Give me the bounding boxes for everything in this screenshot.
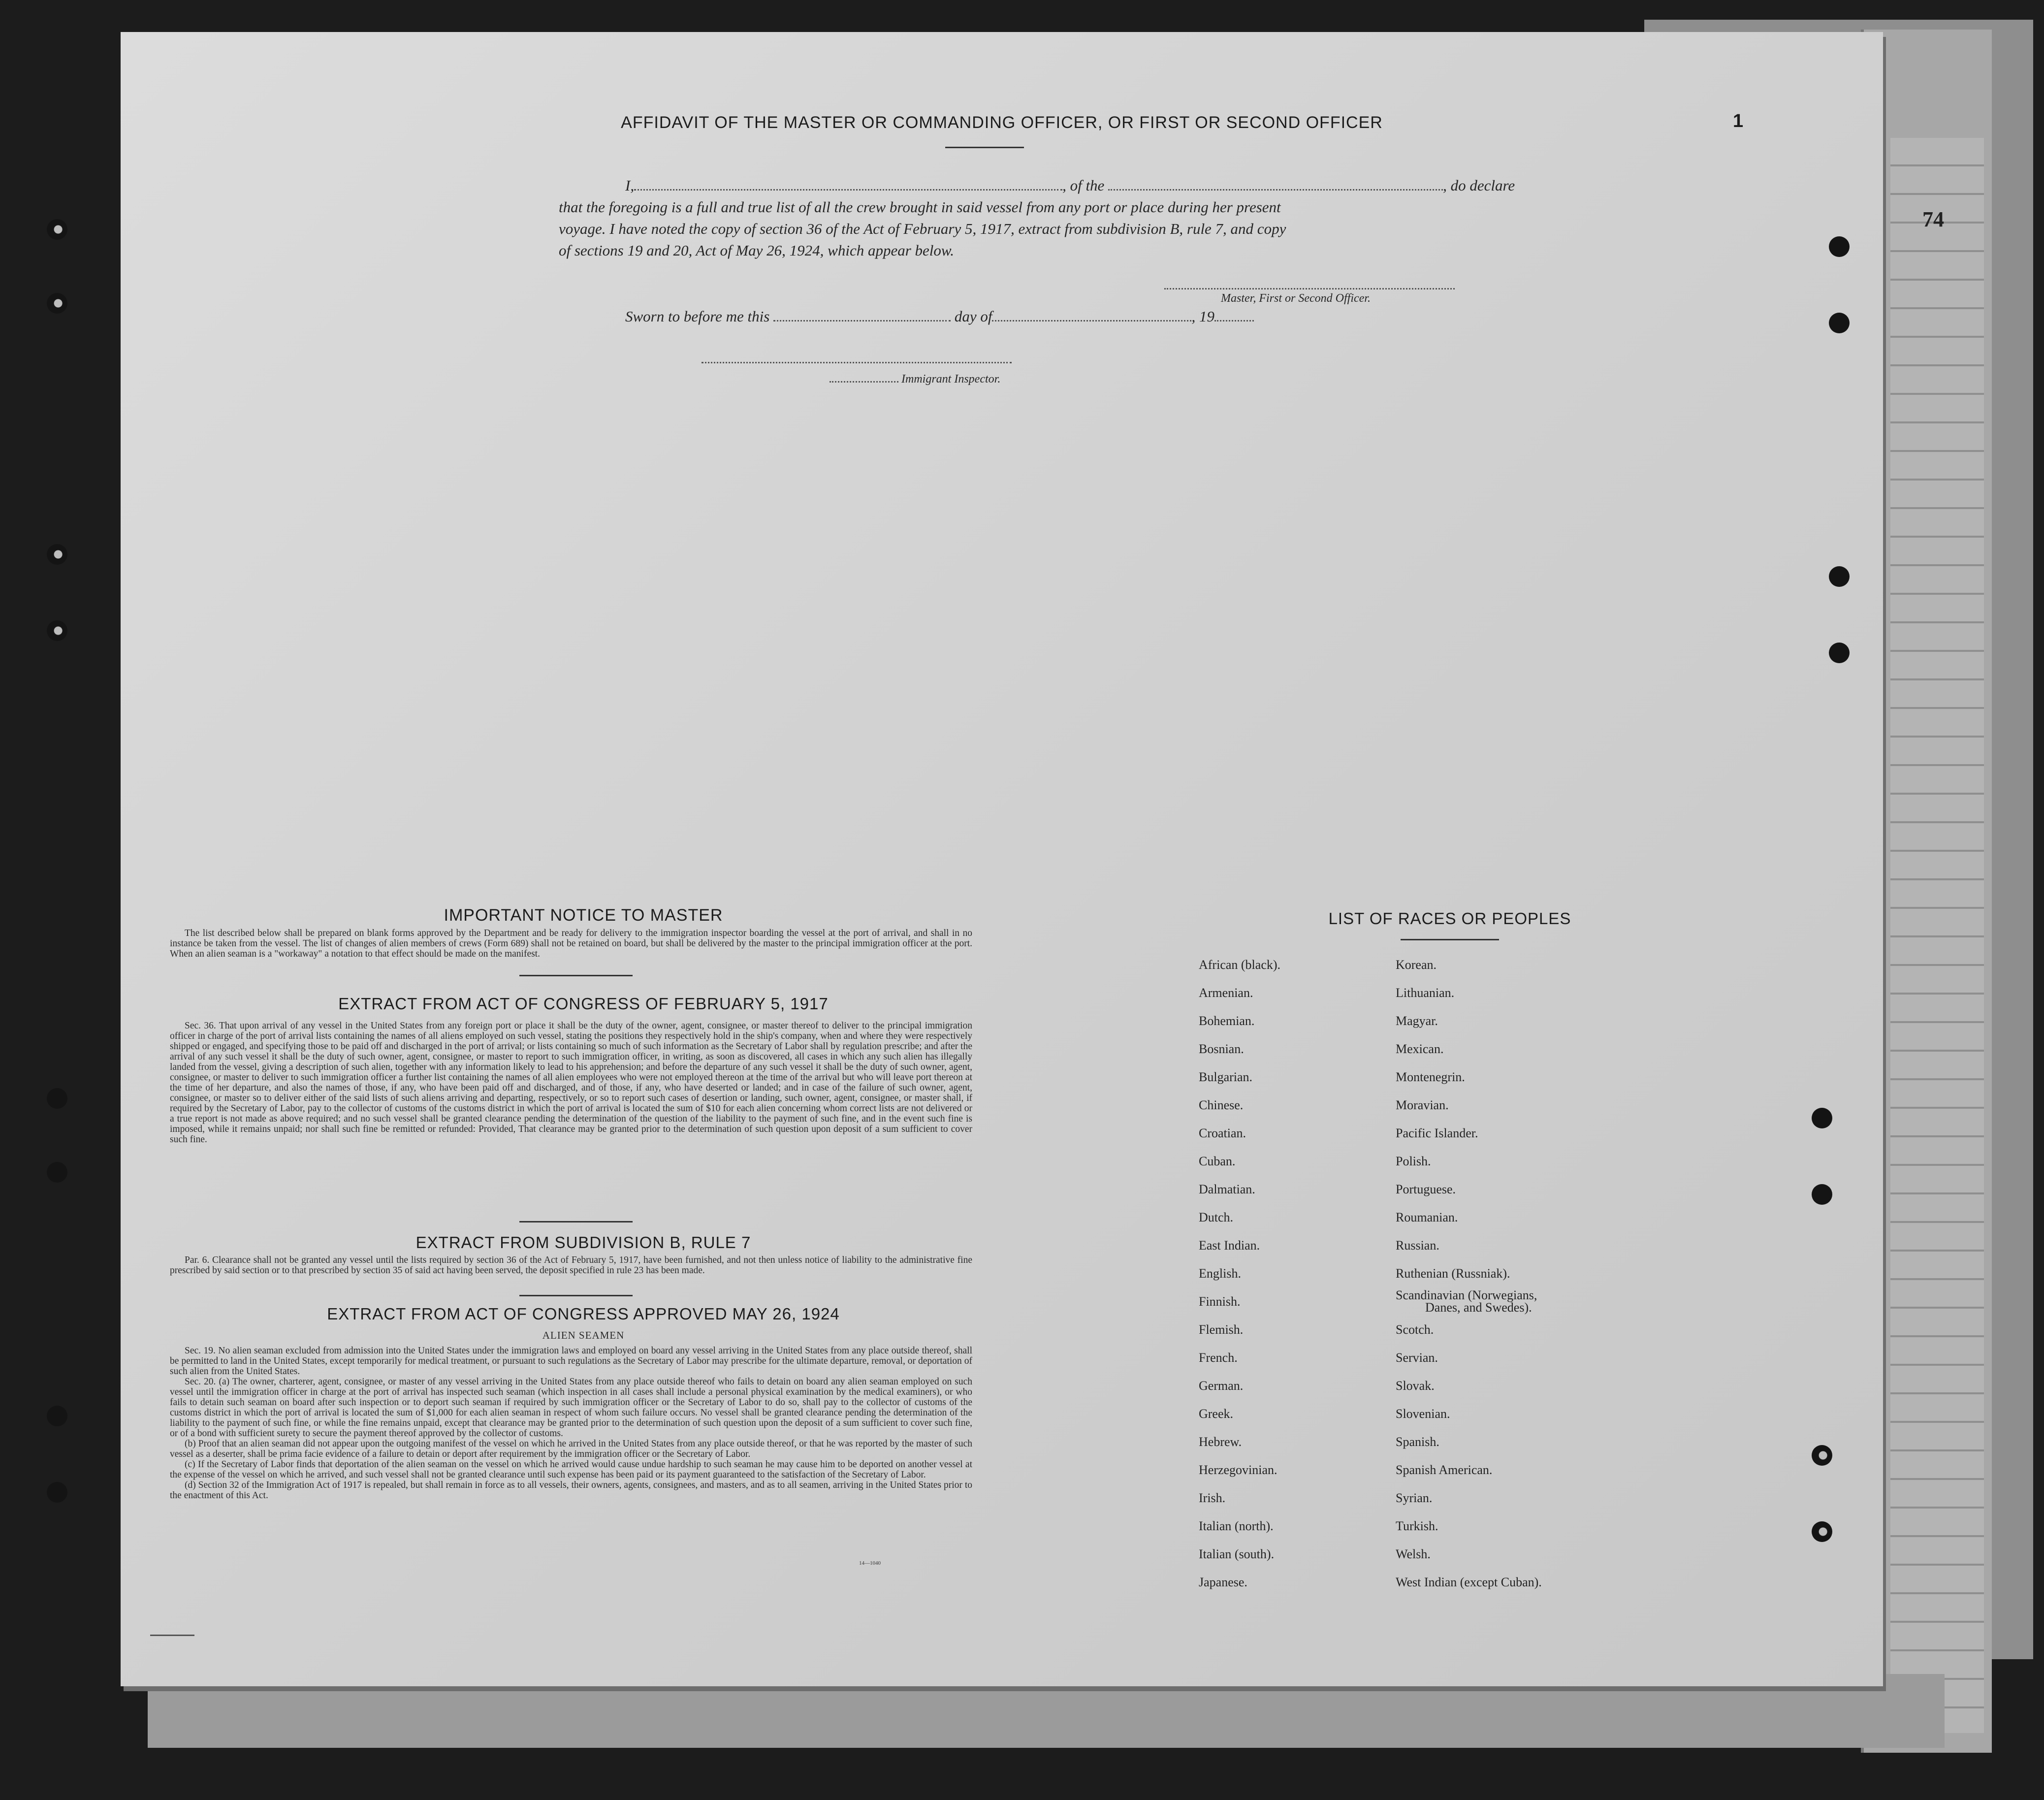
race-item: Pacific Islander.	[1396, 1126, 1478, 1140]
race-item: African (black).	[1199, 958, 1281, 972]
binder-hole	[47, 1406, 67, 1426]
race-item: Lithuanian.	[1396, 986, 1455, 1000]
race-item: Slovak.	[1396, 1379, 1435, 1393]
section-rule	[519, 1295, 633, 1296]
race-item: Cuban.	[1199, 1154, 1236, 1168]
inspector-prefix-dots	[830, 381, 898, 383]
race-item: Scandinavian (Norwegians,	[1396, 1288, 1537, 1302]
binder-hole	[1829, 643, 1850, 663]
do-declare-label: , do declare	[1443, 177, 1515, 194]
races-rule	[1401, 939, 1499, 940]
race-item: Spanish.	[1396, 1435, 1439, 1449]
race-item: Moravian.	[1396, 1098, 1449, 1112]
race-item: East Indian.	[1199, 1238, 1260, 1253]
race-item-scandinavian	[1396, 1289, 1537, 1314]
binder-hole	[1829, 236, 1850, 257]
sec-20d-text: (d) Section 32 of the Immigration Act of 1917 is repealed, but shall remain in force as to all vessels, their owners, agents, consignees, and masters, and as to all seamen, arriving in the United States prior to the enactment of this Act.	[170, 1480, 972, 1501]
of-the-label: , of the	[1062, 177, 1105, 194]
binder-hole	[47, 544, 67, 565]
race-item: Magyar.	[1396, 1014, 1438, 1028]
section-rule	[519, 1221, 633, 1222]
race-item: Bosnian.	[1199, 1042, 1244, 1056]
day-blank	[773, 320, 951, 321]
race-item: Turkish.	[1396, 1519, 1438, 1533]
binder-hole	[47, 219, 67, 240]
section-rule	[519, 975, 633, 976]
race-item: Korean.	[1396, 958, 1437, 972]
affidavit-title: AFFIDAVIT OF THE MASTER OR COMMANDING OFFICER, OR FIRST OR SECOND OFFICER	[621, 113, 1383, 132]
race-item: Italian (north).	[1199, 1519, 1274, 1533]
race-item: Hebrew.	[1199, 1435, 1242, 1449]
race-item: Armenian.	[1199, 986, 1253, 1000]
page-number: 1	[1733, 111, 1744, 131]
race-item: Greek.	[1199, 1407, 1234, 1421]
sec-36-text: Sec. 36. That upon arrival of any vessel in the United States from any foreign port or place it shall be the duty of the owner, agent, consignee, or master thereof to deliver to the principal immigration officer in charge of the port of arrival lists containing the names of all aliens employed on such vessel, stating the positions they respectively hold in the ship's company, when and where they were respectively shipped or engaged, and specifying those to be paid off and discharged in the port of arrival; or lists containing so much of such information as the Secretary of Labor shall by regulation prescribe; and after the arrival of any such vessel it shall be the duty of such owner, agent, consignee, or master to report to such immigration officer, in writing, as soon as discovered, all cases in which any such alien has illegally landed from the vessel, giving a description of such alien, together with any information likely to lead to his apprehension; and before the departure of any such vessel it shall be the duty of such owner, agent, consignee, or master to deliver to such immigration officer a further list containing the names of all alien employees who were not employed thereon at the time of the arrival but who will leave port thereon at the time of her departure, and also the names of those, if any, who have been paid off and discharged, and of those, if any, who have deserted or landed; and in case of the failure of such owner, agent, consignee, or master so to deliver either of the said lists of such aliens arriving and departing, respectively, or so to report such cases of desertion or landing, such owner, agent, consignee, or master shall, if required by the Secretary of Labor, pay to the collector of customs of the customs district in which the port of arrival is located the sum of $10 for each alien concerning whom correct lists are not delivered or a true report is not made as above required; and no such vessel shall be granted clearance pending the determination of the question of the liability to the payment of such fine, and in the event such fine is imposed, while it remains unpaid; nor shall such fine be remitted or refunded: Provided, That clearance may be granted prior to the determination of such question upon deposit of a sum sufficient to cover such fine.	[170, 1021, 972, 1145]
extract-rule7-title: EXTRACT FROM SUBDIVISION B, RULE 7	[415, 1233, 751, 1252]
day-of-label: day of	[954, 308, 992, 325]
race-item: Servian.	[1396, 1350, 1438, 1365]
binder-hole	[1812, 1445, 1832, 1466]
sworn-line	[559, 308, 1254, 325]
binder-hole	[1829, 313, 1850, 333]
binder-hole	[47, 1088, 67, 1109]
name-blank	[634, 189, 1062, 191]
race-item: Syrian.	[1396, 1491, 1433, 1505]
inspector-label: Immigrant Inspector.	[901, 373, 1001, 386]
sec-20b-text: (b) Proof that an alien seaman did not appear upon the outgoing manifest of the vessel on which he arrived in the United States from any place outside thereof, or that he was reported by the master of such vessel as a deserter, shall be prima facie evidence of a failure to detain or deport after requirement by the immigration officer or the Secretary of Labor.	[170, 1439, 972, 1459]
race-item: Ruthenian (Russniak).	[1396, 1266, 1510, 1281]
race-item: Welsh.	[1396, 1547, 1431, 1561]
extract-1924-title: EXTRACT FROM ACT OF CONGRESS APPROVED MAY 26, 1924	[327, 1305, 840, 1323]
extract-1917-title: EXTRACT FROM ACT OF CONGRESS OF FEBRUARY 5, 1917	[338, 995, 829, 1013]
race-item: Mexican.	[1396, 1042, 1444, 1056]
vessel-blank	[1108, 189, 1443, 191]
binder-hole	[47, 293, 67, 314]
race-item: Dalmatian.	[1199, 1182, 1255, 1196]
race-item: Irish.	[1199, 1491, 1226, 1505]
race-item: Herzegovinian.	[1199, 1463, 1278, 1477]
race-item: Croatian.	[1199, 1126, 1246, 1140]
binder-hole	[1812, 1184, 1832, 1205]
binder-hole	[1829, 566, 1850, 587]
sec-20c-text: (c) If the Secretary of Labor finds that deportation of the alien seaman on the vessel on which he arrived would cause undue hardship to such seaman he may cause him to be deported on another vessel at the expense of the vessel on which he arrived, and such vessel shall not be granted clearance until such expense has been paid or its payment guaranteed to the satisfaction of the Secretary of Labor.	[170, 1459, 972, 1480]
race-item: Montenegrin.	[1396, 1070, 1465, 1084]
alien-seamen-subtitle: ALIEN SEAMEN	[542, 1329, 625, 1341]
signature-label: Master, First or Second Officer.	[1221, 292, 1371, 305]
extract-rule7-body	[170, 1255, 972, 1276]
race-item: English.	[1199, 1266, 1241, 1281]
binder-hole	[1812, 1108, 1832, 1128]
race-item: Japanese.	[1199, 1575, 1247, 1589]
race-item-continuation: Danes, and Swedes).	[1425, 1300, 1532, 1315]
signature-blank	[1164, 288, 1455, 289]
inspector-line	[830, 373, 1000, 386]
race-item: Slovenian.	[1396, 1407, 1450, 1421]
race-item: Italian (south).	[1199, 1547, 1275, 1561]
race-item: Scotch.	[1396, 1322, 1434, 1337]
year-blank	[1214, 320, 1254, 321]
race-item: Portuguese.	[1396, 1182, 1456, 1196]
title-rule	[945, 147, 1024, 148]
sworn-label: Sworn to before me this	[625, 308, 770, 325]
binder-hole	[47, 1482, 67, 1503]
affidavit-declaration	[559, 175, 1610, 261]
race-item: West Indian (except Cuban).	[1396, 1575, 1542, 1589]
extract-1917-body	[170, 1021, 972, 1145]
document-page	[121, 32, 1883, 1686]
race-item: Bulgarian.	[1199, 1070, 1253, 1084]
sec-20a-text: Sec. 20. (a) The owner, charterer, agent, consignee, or master of any vessel arriving in the United States from any place outside thereof who fails to detain on board any alien seaman employed on such vessel until the immigration officer in charge at the port of arrival has inspected such seaman (which inspection in all cases shall include a personal physical examination by the medical examiners), or who fails to detain such seaman on board after such inspection or to deport such seaman if required by such immigration officer or the Secretary of Labor to do so, shall pay to the collector of customs of the customs district in which the port of arrival is located the sum of $1,000 for each alien seaman in respect of whom such failure occurs. No vessel shall be granted clearance pending the determination of the liability to the payment of such fine, or while the fine remains unpaid, except that clearance may be granted prior to the determination of such question upon the deposit of a sum sufficient to cover such fine, or of a bond with sufficient surety to secure the payment thereof approved by the collector of customs.	[170, 1377, 972, 1439]
underlying-page-number: 74	[1922, 207, 1944, 231]
race-item: French.	[1199, 1350, 1238, 1365]
binder-hole	[47, 620, 67, 641]
race-item: Polish.	[1396, 1154, 1431, 1168]
race-item: Finnish.	[1199, 1294, 1241, 1309]
form-code: 14—1040	[859, 1560, 881, 1566]
race-item: Russian.	[1396, 1238, 1439, 1253]
race-item: Bohemian.	[1199, 1014, 1255, 1028]
year-label: , 19	[1191, 308, 1214, 325]
rule-7-text: Par. 6. Clearance shall not be granted any vessel until the lists required by section 36 of the Act of February 5, 1917, have been furnished, and not then unless notice of liability to the administrative fine prescribed by said section or to that prescribed by section 35 of said act having been served, the deposit specified in rule 23 has been made.	[170, 1255, 972, 1276]
race-item: Spanish American.	[1396, 1463, 1493, 1477]
declaration-line-4: of sections 19 and 20, Act of May 26, 1924, which appear below.	[559, 242, 955, 259]
races-title: LIST OF RACES OR PEOPLES	[1328, 909, 1571, 928]
notice-body	[170, 928, 972, 959]
race-item: Flemish.	[1199, 1322, 1244, 1337]
race-item: Dutch.	[1199, 1210, 1234, 1224]
underlying-ledger-lines	[1890, 138, 1984, 1733]
declaration-line-2: that the foregoing is a full and true list of all the crew brought in said vessel from any port or place during her present	[559, 198, 1281, 216]
notice-title: IMPORTANT NOTICE TO MASTER	[444, 906, 723, 925]
inspector-blank	[702, 362, 1012, 363]
declaration-line-1	[559, 175, 1610, 196]
race-item: German.	[1199, 1379, 1244, 1393]
race-item: Chinese.	[1199, 1098, 1244, 1112]
notice-text: The list described below shall be prepared on blank forms approved by the Department and be ready for delivery to the immigration inspector boarding the vessel at the port of arrival, and shall in no instance be taken from the vessel. The list of changes of alien members of crews (Form 689) shall not be retained on board, but shall be delivered by the master to the principal immigration officer at the port. When an alien seaman is a "workaway" a notation to that effect should be made on the manifest.	[170, 928, 972, 959]
race-item: Roumanian.	[1396, 1210, 1458, 1224]
sec-19-text: Sec. 19. No alien seaman excluded from admission into the United States under the immigration laws and employed on board any vessel arriving in the United States from any place outside thereof, shall be permitted to land in the United States, except temporarily for medical treatment, or pursuant to such regulations as the Secretary of Labor may prescribe for the ultimate departure, removal, or deportation of such alien from the United States.	[170, 1346, 972, 1377]
binder-hole	[1812, 1521, 1832, 1542]
i-label: I,	[625, 177, 635, 194]
month-blank	[992, 320, 1191, 321]
margin-mark	[150, 1635, 194, 1636]
binder-hole	[47, 1162, 67, 1183]
declaration-line-3: voyage. I have noted the copy of section 36 of the Act of February 5, 1917, extract from subdivision B, rule 7, and copy	[559, 220, 1286, 237]
extract-1924-body	[170, 1346, 972, 1501]
